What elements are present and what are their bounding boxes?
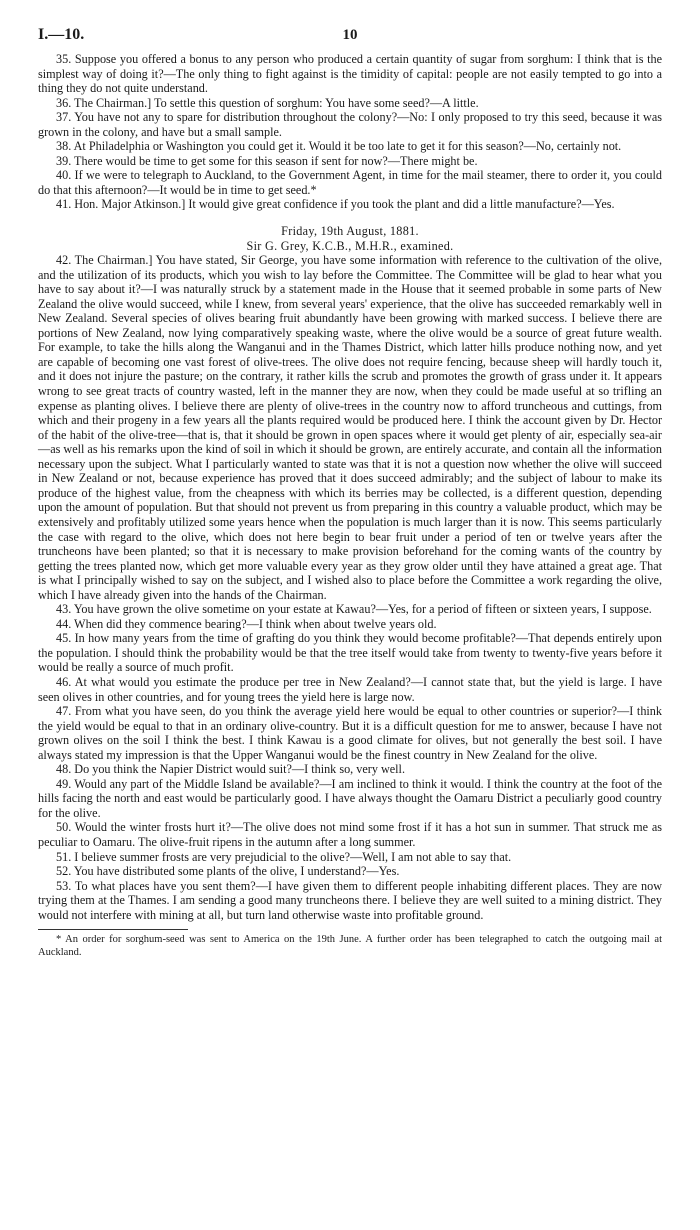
evidence-paragraph: 42. The Chairman.] You have stated, Sir George, you have some information with reference to the cultivation of the olive, and the utilization of its products, which you wish to lay before the Committee. The Committee will be glad to hear what you have to say about it?—I was naturally struck by a statement made in the House that it seemed probable in some parts of New Zealand the olive would succeed, while I knew, from several years' experience, that the olive has succeeded remarkably well in New Zealand. Several species of olives bearing fruit abundantly have been growing with marked success. I believe there are portions of New Zealand, now lying comparatively speaking waste, where the olive would be a source of great future wealth. For example, to take the hills along the Wanganui and in the Thames District, which latter hills produce nothing now, and yet are capable of becoming one vast forest of olive-trees. The olive does not require fencing, because sheep will hardly touch it, and it does not injure the pasture; on the contrary, it rather kills the scrub and promotes the growth of grass under it. It appears wrong to see great tracts of country wasted, left in the manner they are now, when they could be made useful at so trifling an expense as planting olives. I believe there are plenty of olive-trees in the country now to afford truncheous and cuttings, from which and their progeny in a few years all the plants required would be produced here. I think the account given by Dr. Hector of the habit of the olive-tree—that is, that it should be grown in open spaces where it would get plenty of air, especially sea-air—as well as his remarks upon the kind of soil in which it should be grown, are entirely accurate, and contain all the information necessary upon the subject. What I particularly wanted to state was that it is not a question now whether the olive will succeed in New Zealand or not, because experience has proved that it does succeed admirably; and the subject of labour to make its produce of the highest value, from the cheapness with which its berries may be collected, is a different question, depending upon the amount of population. But that should not prevent us from preparing in this country a valuable product, which may be extensively and profitably utilized some years hence when the population is much larger than it is now. This seems particularly the case with regard to the olive, which does not here begin to bear fruit under a period of ten or twelve years after the truncheons have been planted; so that it is necessary to make provision beforehand for the coming wants of the country by getting the trees planted now, which get more valuable every year as they grow older until they have attained a great age. That is what I principally wished to say on the subject, and I wished also to place before the Committee a work regarding the olive, which I have already given into the hands of the Chairman.: [38, 253, 662, 602]
evidence-paragraph: 39. There would be time to get some for this season if sent for now?—There might be.: [56, 153, 478, 168]
evidence-paragraph: 40. If we were to telegraph to Auckland, to the Government Agent, in time for the mail steamer, there to order it, you could do that this afternoon?—It would be in time to get seed.*: [38, 168, 662, 197]
evidence-paragraph: 52. You have distributed some plants of the olive, I understand?—Yes.: [56, 864, 400, 879]
evidence-block-sorghum: [38, 52, 662, 212]
evidence-paragraph: 43. You have grown the olive sometime on your estate at Kawau?—Yes, for a period of fifteen or sixteen years, I suppose.: [56, 602, 652, 617]
evidence-paragraph: 51. I believe summer frosts are very prejudicial to the olive?—Well, I am not able to say that.: [56, 849, 512, 864]
evidence-paragraph: 44. When did they commence bearing?—I think when about twelve years old.: [56, 616, 437, 631]
evidence-paragraph: 36. The Chairman.] To settle this question of sorghum: You have some seed?—A little.: [56, 95, 479, 110]
evidence-paragraph: 50. Would the winter frosts hurt it?—The olive does not mind some frost if it has a hot sun in summer. That struck me as peculiar to Oamaru. The olive-fruit ripens in the autumn after a long summer.: [38, 820, 662, 849]
evidence-paragraph: 53. To what places have you sent them?—I have given them to different people inhabiting different places. They are now trying them at the Thames. I am sending a good many truncheons there. I believe they are well suited to a mining district. They would not interfere with mining at all, but turn land otherwise waste into profitable ground.: [38, 878, 662, 922]
evidence-paragraph: 35. Suppose you offered a bonus to any person who produced a certain quantity of sugar from sorghum: I think that is the simplest way of doing it?—The only thing to fight against is the timidity of capital: people are not easily tempted to go into a thing they do not quite understand.: [38, 52, 662, 96]
evidence-paragraph: 49. Would any part of the Middle Island be available?—I am inclined to think it would. I think the country at the foot of the hills facing the north and east would be particularly good. I have always thought the Oamaru District a peculiarly good country for the olive.: [38, 776, 662, 820]
evidence-paragraph: 37. You have not any to spare for distribution throughout the colony?—No: I only proposed to try this seed, because it was grown in the colony, and have but a small sample.: [38, 110, 662, 139]
evidence-block-olive: [38, 253, 662, 922]
page-header: [38, 24, 662, 52]
evidence-paragraph: 41. Hon. Major Atkinson.] It would give great confidence if you took the plant and did a little manufacture?—Yes.: [56, 197, 615, 212]
page-number: 10: [342, 27, 358, 43]
evidence-paragraph: 38. At Philadelphia or Washington you could get it. Would it be too late to get it for this season?—No, certainly not.: [56, 139, 622, 154]
footnote-divider: [38, 929, 188, 930]
evidence-paragraph: 48. Do you think the Napier District would suit?—I think so, very well.: [56, 762, 405, 777]
footnote: * An order for sorghum-seed was sent to America on the 19th June. A further order has been telegraphed to catch the outgoing mail at Auckland.: [38, 934, 662, 958]
witness-heading: Sir G. Grey, K.C.B., M.H.R., examined.: [246, 238, 454, 253]
evidence-paragraph: 47. From what you have seen, do you think the average yield here would be equal to other countries or superior?—I think the yield would be equal to that in an ordinary olive-country. But it is a difficult question for me to answer, because I have not grown olives on the soil I think the best. I think Kawau is a good climate for olives, but not generally the best soil. I have always stated my impression is that the Upper Wanganui would be the finest country in New Zealand for the olive.: [38, 704, 662, 762]
evidence-paragraph: 45. In how many years from the time of grafting do you think they would become profitable?—That depends entirely upon the population. I should think the probability would be that the tree itself would take from twenty to twenty-five years before it would be really a source of much profit.: [38, 631, 662, 675]
session-date-heading: Friday, 19th August, 1881.: [281, 224, 419, 239]
evidence-paragraph: 46. At what would you estimate the produce per tree in New Zealand?—I cannot state that, but the yield is large. I have seen olives in other countries, and for young trees the yield here is large now.: [38, 674, 662, 704]
document-reference: I.—10.: [38, 26, 85, 43]
